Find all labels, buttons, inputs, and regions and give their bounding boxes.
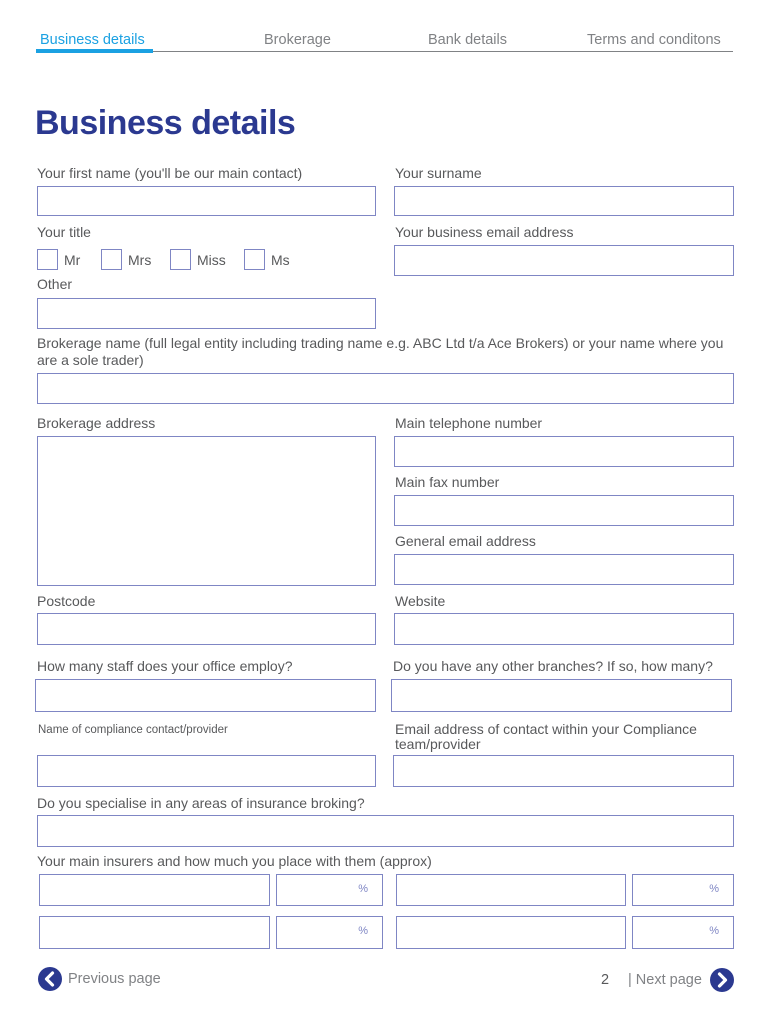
percent-symbol: %: [709, 925, 719, 937]
compliance-email-label: Email address of contact within your Compliance team/provider: [395, 721, 697, 752]
staff-label: How many staff does your office employ?: [37, 658, 293, 674]
title-mr-label: Mr: [64, 252, 81, 268]
other-label: Other: [37, 276, 73, 292]
surname-input[interactable]: [394, 186, 734, 216]
business-email-input[interactable]: [394, 245, 734, 276]
next-page-label: | Next page: [628, 972, 702, 988]
next-page-button[interactable]: [628, 968, 736, 994]
main-fax-label: Main fax number: [395, 474, 500, 490]
active-tab-indicator: [36, 49, 153, 53]
other-title-input[interactable]: [37, 298, 376, 329]
branches-label: Do you have any other branches? If so, how many?: [393, 658, 713, 674]
insurer-name-input-2[interactable]: [396, 874, 626, 906]
specialise-input[interactable]: [37, 815, 734, 847]
page-title: Business details: [35, 104, 296, 142]
insurer-name-input-3[interactable]: [39, 916, 270, 949]
title-miss-label: Miss: [197, 252, 226, 268]
title-mrs-checkbox[interactable]: [101, 249, 122, 270]
general-email-label: General email address: [395, 533, 536, 549]
title-miss-checkbox[interactable]: [170, 249, 191, 270]
insurer-percent-input-4[interactable]: [632, 916, 734, 949]
title-mr-checkbox[interactable]: [37, 249, 58, 270]
main-tel-input[interactable]: [394, 436, 734, 467]
percent-symbol: %: [358, 925, 368, 937]
compliance-name-input[interactable]: [37, 755, 376, 787]
tab-brokerage[interactable]: Brokerage: [264, 32, 331, 48]
main-tel-label: Main telephone number: [395, 415, 543, 431]
compliance-name-label: Name of compliance contact/provider: [38, 724, 228, 736]
page-number: 2: [601, 972, 610, 988]
website-label: Website: [395, 593, 446, 609]
title-mrs-label: Mrs: [128, 252, 152, 268]
staff-input[interactable]: [35, 679, 376, 712]
main-fax-input[interactable]: [394, 495, 734, 526]
surname-label: Your surname: [395, 165, 482, 181]
percent-symbol: %: [709, 883, 719, 895]
business-email-label: Your business email address: [395, 224, 574, 240]
insurer-percent-input-1[interactable]: [276, 874, 383, 906]
brokerage-address-label: Brokerage address: [37, 415, 156, 431]
tab-business-details[interactable]: Business details: [40, 32, 145, 48]
insurer-name-input-1[interactable]: [39, 874, 270, 906]
general-email-input[interactable]: [394, 554, 734, 585]
brokerage-name-label: Brokerage name (full legal entity including trading name e.g. ABC Ltd t/a Ace Brokers) or your name where you are a sole trader): [37, 335, 724, 368]
insurer-percent-input-3[interactable]: [276, 916, 383, 949]
percent-symbol: %: [358, 883, 368, 895]
brokerage-address-textarea[interactable]: [37, 436, 376, 586]
specialise-label: Do you specialise in any areas of insurance broking?: [37, 795, 365, 811]
previous-page-button[interactable]: [38, 967, 178, 993]
website-input[interactable]: [394, 613, 734, 645]
first-name-label: Your first name (you'll be our main contact): [37, 165, 303, 181]
title-ms-label: Ms: [271, 252, 290, 268]
previous-page-label: Previous page: [68, 971, 161, 987]
title-ms-checkbox[interactable]: [244, 249, 265, 270]
insurers-label: Your main insurers and how much you place with them (approx): [37, 853, 432, 869]
tab-terms[interactable]: Terms and conditons: [587, 32, 721, 48]
first-name-input[interactable]: [37, 186, 376, 216]
insurer-percent-input-2[interactable]: [632, 874, 734, 906]
title-label: Your title: [37, 224, 91, 240]
branches-input[interactable]: [391, 679, 732, 712]
insurer-name-input-4[interactable]: [396, 916, 626, 949]
brokerage-name-input[interactable]: [37, 373, 734, 404]
tab-bank-details[interactable]: Bank details: [428, 32, 507, 48]
compliance-email-input[interactable]: [393, 755, 734, 787]
chevron-left-icon: [38, 967, 62, 991]
chevron-right-icon: [710, 968, 734, 992]
postcode-input[interactable]: [37, 613, 376, 645]
postcode-label: Postcode: [37, 593, 96, 609]
